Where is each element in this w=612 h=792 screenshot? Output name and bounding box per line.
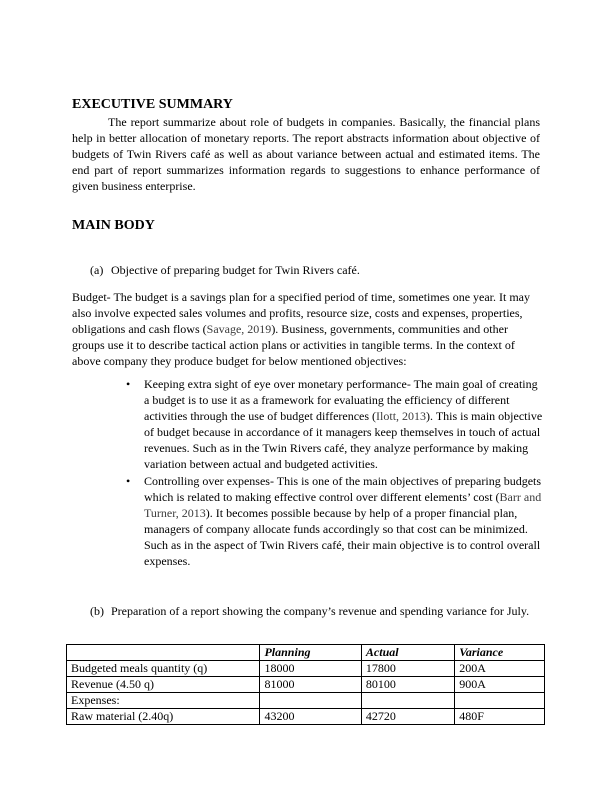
table-cell — [260, 693, 361, 709]
table-cell: Raw material (2.40q) — [67, 709, 260, 725]
table-cell: 17800 — [361, 661, 454, 677]
column-header-item — [67, 645, 260, 661]
table-row — [67, 709, 545, 725]
budget-definition-paragraph — [72, 289, 538, 369]
column-header-actual: Actual — [361, 645, 454, 661]
list-item — [126, 473, 544, 569]
table-row — [67, 693, 545, 709]
list-item-text-part1: Keeping extra sight of eye over monetary performance- The main goal of creating a budget is to use it as a framework for evaluating the efficiency of different activities through the use of budget differences ( — [144, 377, 538, 423]
main-body-heading: MAIN BODY — [72, 218, 155, 233]
budget-text-part2: ). Business, governments, communities and other groups use it to describe tactical action plans or activities in tangible terms. In the context of above company they produce budget for below mentioned objectives: — [72, 322, 515, 369]
bullet-icon: • — [126, 377, 131, 391]
table-cell: Revenue (4.50 q) — [67, 677, 260, 693]
table-cell: Budgeted meals quantity (q) — [67, 661, 260, 677]
table-cell: 900A — [455, 677, 545, 693]
list-item-text-part1: Controlling over expenses- This is one of the main objectives of preparing budgets which is related to making effective control over different elements’ cost ( — [144, 474, 542, 504]
citation: Ilott, 2013 — [376, 409, 427, 423]
list-item-text-part2: ). This is main objective of budget because in accordance of it managers keep themselves in touch of actual revenues. Such as in the Twin Rivers café, they analyze performance by making variation between actual and budgeted activities. — [144, 409, 543, 471]
table-cell: 81000 — [260, 677, 361, 693]
section-a-title: Objective of preparing budget for Twin Rivers café. — [111, 263, 360, 277]
list-item — [126, 376, 544, 472]
list-item-text-part2: ). It becomes possible because by help of a proper financial plan, managers of company allocate funds accordingly so that cost can be minimized. Such as in the aspect of Twin Rivers café, their main objective is to control overall expenses. — [144, 506, 541, 568]
table-cell: 480F — [455, 709, 545, 725]
section-a-heading — [90, 262, 360, 278]
table-cell: 43200 — [260, 709, 361, 725]
column-header-variance: Variance — [455, 645, 545, 661]
bullet-icon: • — [126, 474, 131, 488]
section-a-label: (a) — [90, 263, 104, 277]
budget-text-part1: Budget- The budget is a savings plan for a specified period of time, sometimes one year. It may also involve expected sales volumes and profits, resource size, costs and expenses, properties, obligations and cash flows ( — [72, 290, 530, 337]
executive-summary-paragraph: The report summarize about role of budgets in companies. Basically, the financial plans help in better allocation of monetary reports. The report abstracts information about objective of budgets of Twin Rivers café as well as about variance between actual and estimated items. The end part of report summarizes information regards to suggestions to enhance performance of given business enterprise. — [72, 115, 540, 194]
section-b-label: (b) — [90, 604, 104, 618]
citation: Barr and Turner, 2013 — [144, 490, 542, 520]
table-cell: 200A — [455, 661, 545, 677]
section-b-heading — [90, 603, 529, 619]
table-cell: 42720 — [361, 709, 454, 725]
table-row — [67, 677, 545, 693]
table-row — [67, 661, 545, 677]
table-cell — [455, 693, 545, 709]
table-header-row — [67, 645, 545, 661]
table-cell: Expenses: — [67, 693, 260, 709]
section-b-title: Preparation of a report showing the company’s revenue and spending variance for July. — [111, 604, 530, 618]
objectives-list — [126, 376, 544, 569]
table-cell: 80100 — [361, 677, 454, 693]
column-header-planning: Planning — [260, 645, 361, 661]
citation: Savage, 2019 — [206, 322, 272, 337]
table-cell: 18000 — [260, 661, 361, 677]
variance-table — [66, 644, 545, 725]
executive-summary-heading: EXECUTIVE SUMMARY — [72, 97, 233, 112]
table-cell — [361, 693, 454, 709]
